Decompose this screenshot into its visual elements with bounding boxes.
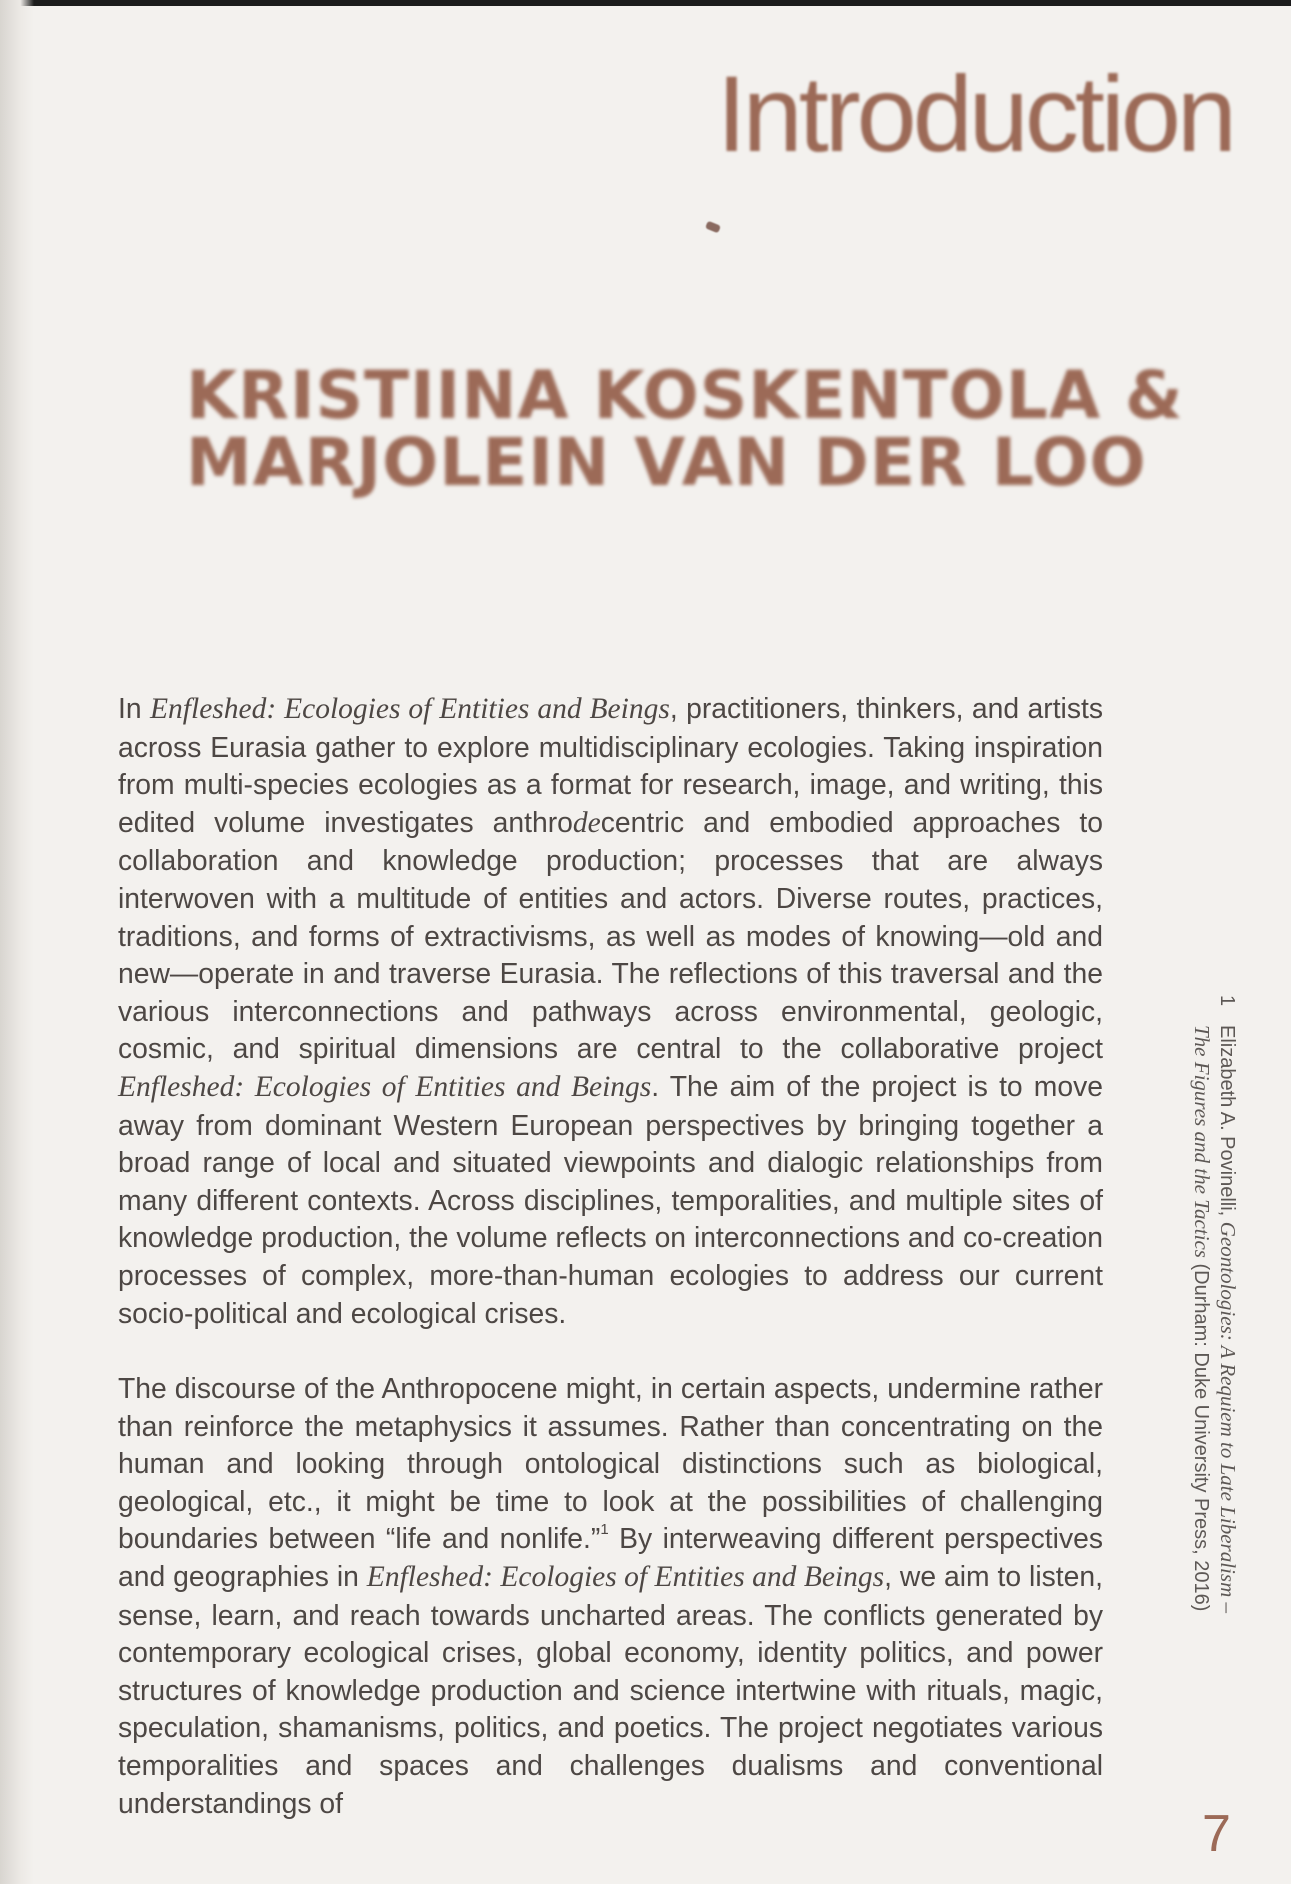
p1-text-3: . The aim of the project is to move away from dominant Western European perspectives by bringing together a broad range of local and situated viewpoints and dialogic relationships from many different contexts. Across disciplines, temporalities, and multiple sites of knowledge production, the volume reflects on interconnections and co-creation processes of complex, more-than-human ecologies to address our current socio-political and ecological crises. <box>118 1069 1103 1329</box>
p1-text-2: centric and embodied approaches to collaboration and knowledge production; processes that are always interwoven with a multitude of entities and actors. Diverse routes, practices, traditions, and forms of extractivisms, as well as modes of knowing—old and new—operate in and traverse Eurasia. The reflections of this traversal and the various interconnections and pathways across environmental, geologic, cosmic, and spiritual dimensions are central to the collaborative project <box>118 805 1103 1065</box>
p1-text-1: , practitioners, thinkers, and artists across Eurasia gather to explore multidisciplinary ecologies. Taking inspiration from multi-species ecologies as a format for research, image, and writing, this edited volume investigates anthro <box>118 692 1103 838</box>
body-text <box>118 690 1103 1860</box>
p1-emphasis-de: de <box>572 806 601 839</box>
authors-line-2: MARJOLEIN VAN DER LOO <box>186 424 1147 502</box>
footnote-publication: (Durham: Duke University Press, 2016) <box>1190 1257 1212 1612</box>
footnote-author: Elizabeth A. Povinelli, <box>1216 1025 1238 1222</box>
paragraph-2 <box>118 1370 1103 1822</box>
p2-text-3: , we aim to listen, sense, learn, and reach towards uncharted areas. The conflicts generated by contemporary ecological crises, global economy, identity politics, and power structures of knowledge production and science intertwine with rituals, magic, speculation, shamanisms, politics, and poetics. The project negotiates various temporalities and spaces and challenges dualisms and conventional understandings of <box>118 1560 1103 1819</box>
p2-text-1: The discourse of the Anthropocene might, in certain aspects, undermine rather than reinforce the metaphysics it assumes. Rather than concentrating on the human and looking through ontological distinctions such as biological, geological, etc., it might be time to look at the possibilities of challenging boundaries between “life and nonlife.” <box>118 1372 1103 1555</box>
footnote <box>1188 995 1240 1715</box>
page-top-edge <box>0 0 1291 6</box>
p2-book-title: Enfleshed: Ecologies of Entities and Beings <box>366 1561 885 1594</box>
spine-shadow <box>0 0 34 1884</box>
p1-book-title-2: Enfleshed: Ecologies of Entities and Beings <box>118 1070 652 1103</box>
footnote-number: 1 <box>1216 995 1238 1007</box>
page-number: 7 <box>1202 1805 1231 1863</box>
footnote-line-2 <box>1188 995 1214 1715</box>
chapter-authors <box>186 357 1186 502</box>
p2-text-2: By interweaving different perspectives and geographies in <box>118 1522 1103 1593</box>
chapter-title: Introduction <box>716 53 1233 174</box>
footnote-reference: 1 <box>600 1521 609 1539</box>
footnote-title-1: Geontologies: A Requiem to Late Liberalism – <box>1216 1221 1240 1613</box>
paragraph-1 <box>118 690 1103 1332</box>
authors-line-1: KRISTIINA KOSKENTOLA & <box>186 357 1184 434</box>
p1-book-title: Enfleshed: Ecologies of Entities and Beings <box>150 693 670 725</box>
ornament-mark <box>705 221 721 234</box>
footnote-line-1 <box>1214 995 1240 1715</box>
p1-prefix: In <box>118 692 151 724</box>
footnote-title-2: The Figures and the Tactics <box>1190 1025 1214 1258</box>
